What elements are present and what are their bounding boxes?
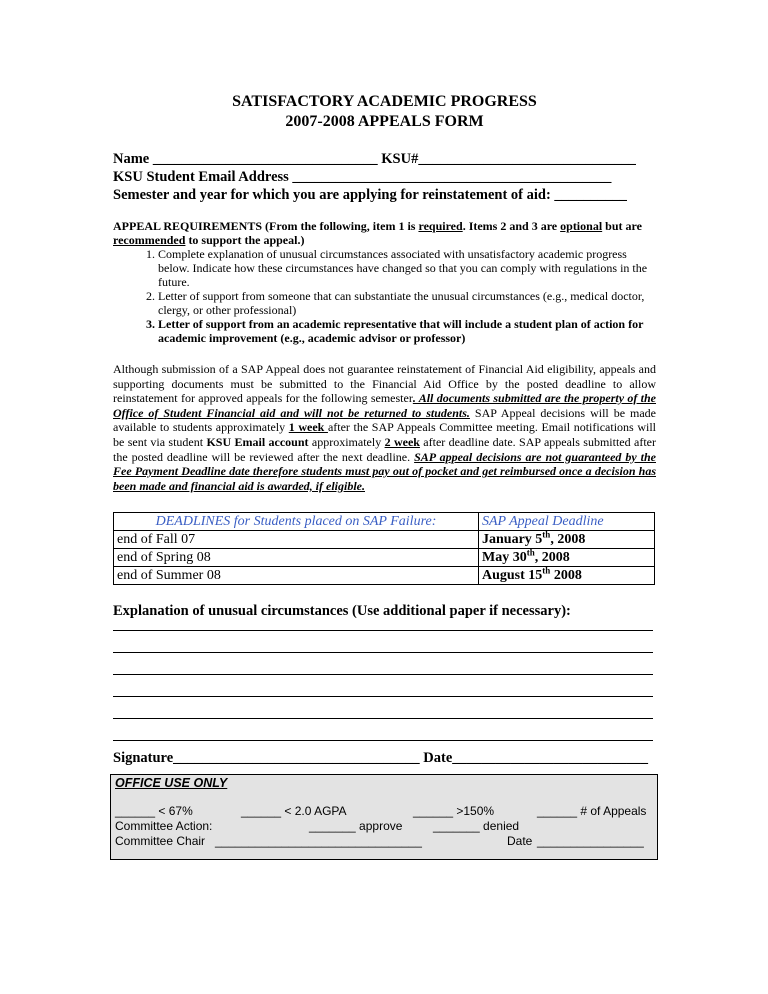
approve-field[interactable]: _______ approve (309, 819, 403, 833)
notice-paragraph (113, 362, 656, 493)
denied-field[interactable]: _______ denied (433, 819, 520, 833)
req-intro-a: APPEAL REQUIREMENTS (From the following, item 1 is (113, 219, 419, 233)
date-field[interactable]: ___________________________ (452, 750, 649, 766)
notice-p2d: after deadline date. SAP appeals submitted after the posted deadline will be reviewed after the next deadline. (113, 434, 656, 464)
deadline-date-sup: th (526, 547, 535, 558)
deadline-date-a: May 30 (482, 550, 527, 565)
req-intro-c: but are (602, 219, 642, 233)
req-intro-d: to support the appeal.) (185, 233, 305, 247)
notice-p2b: after the SAP Appeals Committee meeting. Email notifications will be sent via student (113, 420, 656, 449)
explanation-line[interactable] (113, 652, 653, 653)
notice-p2c: approximately (308, 434, 385, 449)
committee-chair-field[interactable]: _______________________________ (215, 834, 422, 848)
deadline-date-b: 2008 (550, 568, 582, 583)
req-recommended: recommended (113, 233, 186, 247)
deadlines-col2-header: SAP Appeal Deadline (479, 513, 655, 531)
ksu-id-field[interactable]: ______________________________ (418, 151, 636, 167)
signature-row (113, 750, 648, 767)
name-field[interactable]: _______________________________ (152, 151, 378, 167)
deadline-date (479, 549, 655, 567)
requirement-item-2: 2. Letter of support from someone that can substantiate the unusual circumstances (e.g., medical doctor, clergy, or other professional) (158, 289, 656, 317)
deadlines-col1-header: DEADLINES for Students placed on SAP Failure: (114, 513, 479, 531)
notice-email-account: KSU Email account (206, 434, 309, 449)
email-field[interactable]: ____________________________________________ (292, 169, 612, 185)
explanation-line[interactable] (113, 718, 653, 719)
committee-chair-label: Committee Chair (115, 834, 206, 848)
deadline-date (479, 531, 655, 549)
deadline-date (479, 567, 655, 585)
over-150-field[interactable]: ______ >150% (413, 804, 495, 818)
appeal-requirements (113, 219, 656, 345)
requirement-item-3: 3. Letter of support from an academic representative that will include a student plan of action for academic improvement (e.g., academic advisor or professor) (158, 317, 656, 345)
explanation-line[interactable] (113, 630, 653, 631)
req-required: required (418, 219, 463, 233)
email-row (113, 169, 611, 186)
requirements-list (113, 247, 656, 345)
under-67-field[interactable]: ______ < 67% (115, 804, 193, 818)
requirement-item-1: 1. Complete explanation of unusual circumstances associated with unsatisfactory academic progress below. Indicate how these circumstances have changed so that you can comply with regulations in the future. (158, 247, 656, 289)
signature-field[interactable]: __________________________________ (173, 750, 420, 766)
notice-week2: 2 week (384, 434, 420, 449)
explanation-heading: Explanation of unusual circumstances (Use additional paper if necessary): (113, 603, 571, 619)
table-row (114, 531, 655, 549)
req-intro-b: . Items 2 and 3 are (462, 219, 561, 233)
semester-row (113, 187, 627, 204)
notice-p1-emphasis: . All documents submitted are the property of the Office of Student Financial aid and will not be returned to students. (113, 391, 657, 420)
form-subtitle: 2007-2008 APPEALS FORM (285, 113, 484, 130)
table-row (114, 549, 655, 567)
office-use-heading: OFFICE USE ONLY (115, 776, 228, 790)
email-label: KSU Student Email Address (113, 169, 289, 185)
office-use-box (110, 774, 658, 860)
date-label: Date (423, 750, 453, 766)
agpa-field[interactable]: ______ < 2.0 AGPA (241, 804, 347, 818)
deadline-date-b: , 2008 (550, 532, 586, 547)
table-row (114, 567, 655, 585)
semester-label: Semester and year for which you are applying for reinstatement of aid: (113, 187, 551, 203)
requirements-intro (113, 219, 656, 247)
notice-p2a: SAP Appeal decisions will be made available to students approximately (113, 405, 657, 435)
explanation-line[interactable] (113, 696, 653, 697)
appeals-count-field[interactable]: ______ # of Appeals (537, 804, 647, 818)
deadline-term: end of Fall 07 (114, 531, 479, 549)
semester-field[interactable]: __________ (554, 187, 627, 203)
deadline-date-sup: th (542, 529, 551, 540)
notice-p1: Although submission of a SAP Appeal does not guarantee reinstatement of Financial Aid eligibility, appeals and supporting documents must be submitted to the Financial Aid Office by the posted deadline to allow reinstatement for approved appeals for the following semester (113, 362, 656, 406)
deadline-date-a: January 5 (482, 532, 543, 547)
deadlines-header-row (114, 513, 655, 531)
committee-action-label: Committee Action: (115, 819, 213, 833)
req-optional: optional (560, 219, 603, 233)
office-date-label: Date (507, 834, 533, 848)
explanation-line[interactable] (113, 740, 653, 741)
office-date-field[interactable]: ________________ (537, 834, 644, 848)
name-label: Name (113, 151, 150, 167)
notice-p3-warning: SAP appeal decisions are not guaranteed by the Fee Payment Deadline date therefore students must pay out of pocket and get reimbursed once a decision has been made and financial aid is awarded, if eligible. (113, 449, 656, 493)
ksu-id-label: KSU# (381, 151, 419, 167)
submission-notice (113, 362, 656, 493)
deadline-term: end of Summer 08 (114, 567, 479, 585)
deadlines-table (113, 512, 655, 585)
deadline-date-sup: th (542, 565, 551, 576)
form-title: SATISFACTORY ACADEMIC PROGRESS (232, 93, 537, 110)
deadline-date-b: , 2008 (534, 550, 570, 565)
explanation-line[interactable] (113, 674, 653, 675)
deadline-date-a: August 15 (482, 568, 543, 583)
name-ksu-row (113, 151, 636, 168)
signature-label: Signature (113, 750, 174, 766)
deadline-term: end of Spring 08 (114, 549, 479, 567)
notice-week1: 1 week (288, 420, 328, 435)
